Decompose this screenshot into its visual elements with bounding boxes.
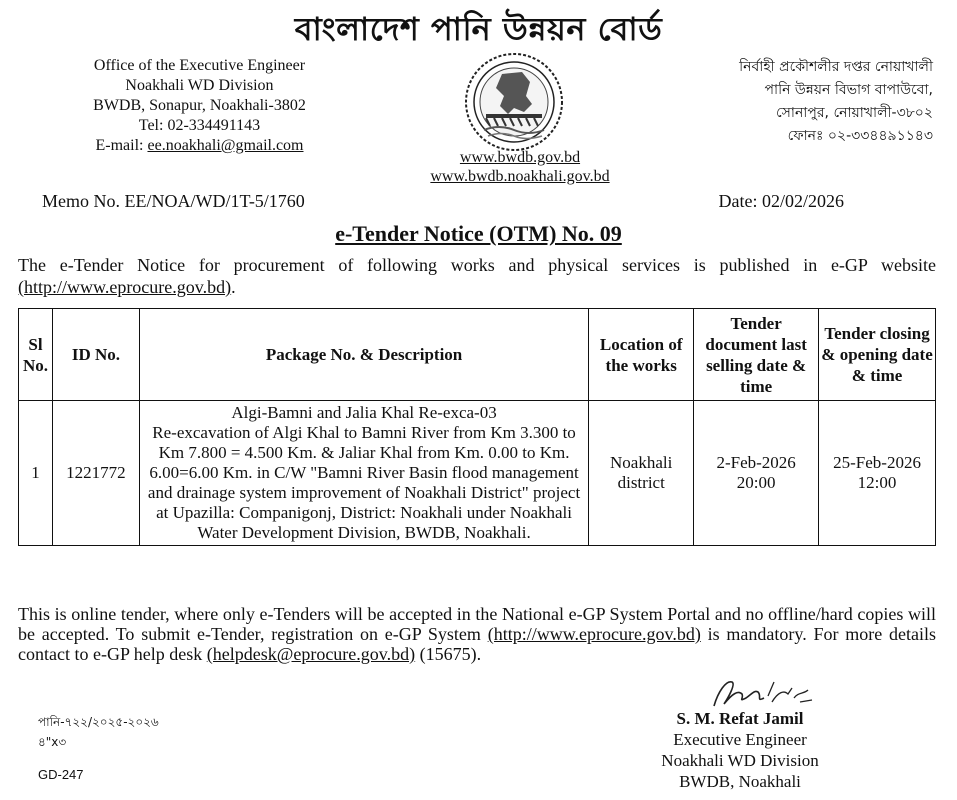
- websites-block: [400, 148, 640, 186]
- reference-block: [38, 712, 159, 752]
- selling-time: 20:00: [736, 473, 776, 492]
- bn-address-line: নির্বাহী প্রকৌশলীর দপ্তর নোয়াখালী: [739, 59, 933, 75]
- eprocure-link[interactable]: (http://www.eprocure.gov.bd): [18, 277, 232, 297]
- header-sl: Sl No.: [19, 309, 53, 401]
- signatory-designation: Executive Engineer: [673, 730, 807, 749]
- cell-location: Noakhali district: [589, 401, 694, 546]
- footer-text-2: is mandatory. For more details contact to e-GP help desk: [18, 624, 937, 664]
- table-row: [19, 401, 936, 546]
- footer-paragraph: [18, 604, 936, 664]
- bn-address-line: ফোনঃ ০২-৩৩৪৪৯১১৪৩: [787, 128, 933, 144]
- ad-size: ৪"x৩: [38, 735, 67, 749]
- eprocure-link[interactable]: (http://www.eprocure.gov.bd): [487, 624, 701, 644]
- english-address-block: [72, 56, 327, 156]
- cell-selling: [694, 401, 819, 546]
- bwdb-logo-icon: [464, 52, 564, 152]
- bn-reference-number: পানি-৭২২/২০২৫-২০২৬: [38, 715, 159, 729]
- memo-number: Memo No. EE/NOA/WD/1T-5/1760: [42, 191, 305, 211]
- cell-id: 1221772: [52, 401, 139, 546]
- address-line: BWDB, Sonapur, Noakhali-3802: [93, 97, 306, 114]
- email-line: [72, 136, 327, 156]
- bn-address-line: পানি উন্নয়ন বিভাগ বাপাউবো,: [764, 82, 933, 98]
- cell-package: [139, 401, 588, 546]
- notice-intro: [18, 254, 936, 298]
- address-line: Noakhali WD Division: [125, 77, 274, 94]
- package-name: Algi-Bamni and Jalia Khal Re-exca-03: [231, 403, 497, 422]
- header-package: Package No. & Description: [139, 309, 588, 401]
- table-header-row: [19, 309, 936, 401]
- signatory-name: S. M. Refat Jamil: [676, 709, 804, 728]
- intro-end: .: [231, 277, 236, 297]
- closing-date: 25-Feb-2026: [833, 453, 921, 472]
- package-description: Re-excavation of Algi Khal to Bamni River from Km 3.300 to Km 7.800 = 4.500 Km. & Jaliar Khal from Km. 0.00 to Km. 6.00=6.00 Km. in C/W "Bamni River Basin flood management and drainage system improvement of Noakhali District" project at Upazilla: Companigonj, District: Noakhali under Noakhali Water Development Division, BWDB, Noakhali.: [147, 423, 581, 542]
- signatory-division: Noakhali WD Division: [661, 751, 819, 770]
- header-closing: Tender closing & opening date & time: [819, 309, 936, 401]
- signature-icon: [708, 672, 818, 712]
- header-location: Location of the works: [589, 309, 694, 401]
- address-line: Office of the Executive Engineer: [93, 57, 306, 74]
- footer-text-1: This is online tender, where only e-Tenders will be accepted in the National e-GP System Portal and no offline/hard copies will be accepted. To submit e-Tender, registration on e-GP System: [18, 604, 936, 644]
- header-id: ID No.: [52, 309, 139, 401]
- address-line: Tel: 02-334491143: [138, 117, 261, 134]
- notice-title: e-Tender Notice (OTM) No. 09: [335, 221, 622, 246]
- bangla-address-block: [683, 56, 933, 148]
- gd-number: GD-247: [38, 767, 84, 782]
- footer-text-3: (15675).: [415, 644, 482, 664]
- bangla-title: বাংলাদেশ পানি উন্নয়ন বোর্ড: [294, 10, 663, 48]
- memo-date: Date: 02/02/2026: [718, 191, 844, 211]
- selling-date: 2-Feb-2026: [716, 453, 796, 472]
- cell-sl: 1: [19, 401, 53, 546]
- website-link[interactable]: www.bwdb.noakhali.gov.bd: [430, 168, 610, 185]
- cell-closing: [819, 401, 936, 546]
- signatory-org: BWDB, Noakhali: [679, 772, 801, 791]
- intro-text: The e-Tender Notice for procurement of following works and physical services is published in e-GP website: [18, 255, 936, 275]
- bn-address-line: সোনাপুর, নোয়াখালী-৩৮০২: [775, 105, 933, 121]
- email-label: E-mail:: [95, 137, 148, 154]
- signatory-block: [640, 708, 840, 792]
- tender-table: [18, 308, 936, 546]
- closing-time: 12:00: [857, 473, 897, 492]
- helpdesk-link[interactable]: (helpdesk@eprocure.gov.bd): [206, 644, 416, 664]
- header-selling: Tender document last selling date & time: [694, 309, 819, 401]
- email-link[interactable]: ee.noakhali@gmail.com: [147, 137, 304, 154]
- website-link[interactable]: www.bwdb.gov.bd: [459, 149, 581, 166]
